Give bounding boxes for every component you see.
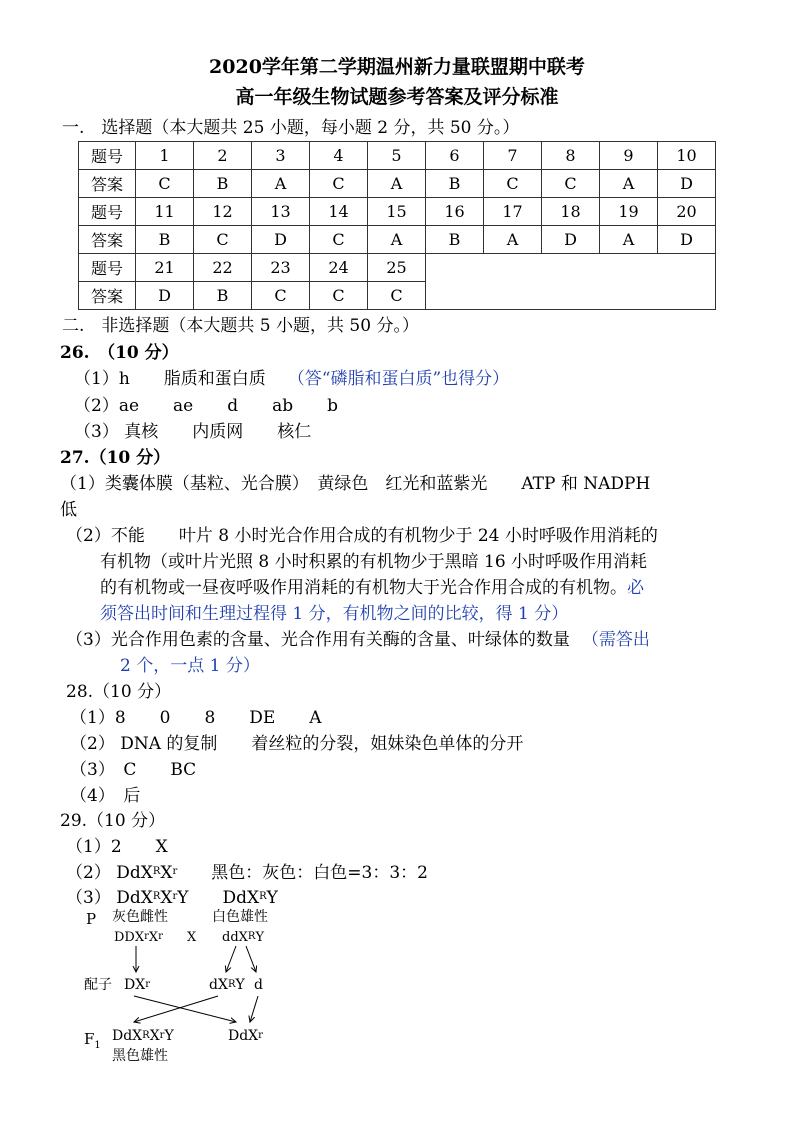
table-header-cell: 题号	[79, 142, 136, 170]
q26-line2: （2）ae ae d ab b	[74, 396, 338, 416]
cross-symbol: X	[187, 930, 197, 945]
table-cell: 15	[368, 198, 426, 226]
genotype-part: dX	[209, 977, 228, 993]
table-cell: C	[310, 226, 368, 254]
table-cell: 9	[600, 142, 658, 170]
table-cell: C	[542, 170, 600, 198]
q26-line1-text: （1）h 脂质和蛋白质	[74, 369, 266, 389]
table-cell: 7	[484, 142, 542, 170]
superscript: R	[152, 866, 161, 877]
table-cell: 19	[600, 198, 658, 226]
genotype-part: ddX	[222, 930, 248, 945]
table-cell: 1	[136, 142, 194, 170]
table-cell: 5	[368, 142, 426, 170]
superscript: R	[227, 979, 236, 990]
section2-heading: 二. 非选择题（本大题共 5 小题，共 50 分。）	[62, 316, 419, 336]
table-cell: A	[600, 170, 658, 198]
superscript: r	[158, 931, 163, 942]
q29-line3-part: （3） DdX	[66, 888, 153, 908]
superscript: r	[172, 866, 178, 877]
table-cell: 22	[194, 254, 252, 282]
table-cell: 20	[658, 198, 716, 226]
q26-line1-note: （答“磷脂和蛋白质”也得分）	[287, 369, 510, 389]
table-cell: 11	[136, 198, 194, 226]
table-cell: B	[194, 170, 252, 198]
superscript: r	[145, 979, 150, 990]
table-header-cell: 答案	[79, 226, 136, 254]
arrow-male-to-gamete2	[226, 946, 236, 972]
arrow-gamete1-to-f1b	[134, 996, 236, 1022]
q29-heading: 29.（10 分）	[60, 811, 166, 831]
genotype-part: Y	[255, 930, 265, 945]
q27-line2: （2）不能 叶片 8 小时光合作用合成的有机物少于 24 小时呼吸作用消耗的	[66, 526, 658, 546]
gamete-label: 配子	[84, 977, 112, 993]
f1-letter: F	[84, 1030, 95, 1048]
page-subtitle: 高一年级生物试题参考答案及评分标准	[235, 86, 559, 108]
table-cell: D	[542, 226, 600, 254]
table-cell: 23	[252, 254, 310, 282]
table-cell: 21	[136, 254, 194, 282]
table-cell: D	[658, 170, 716, 198]
q29-line3-part: Y	[266, 888, 278, 908]
table-cell: C	[310, 282, 368, 310]
table-cell: A	[484, 226, 542, 254]
genotype-part: Y	[235, 977, 245, 993]
table-cell: 2	[194, 142, 252, 170]
table-cell: A	[252, 170, 310, 198]
table-cell: C	[310, 170, 368, 198]
q27-heading: 27.（10 分）	[60, 448, 171, 468]
genotype-part: DdX	[112, 1028, 143, 1044]
table-cell: C	[252, 282, 310, 310]
table-cell: C	[136, 170, 194, 198]
table-cell: 24	[310, 254, 368, 282]
genotype-part: DDX	[114, 930, 145, 945]
table-cell: A	[600, 226, 658, 254]
table-cell: D	[658, 226, 716, 254]
section1-heading: 一. 选择题（本大题共 25 小题，每小题 2 分，共 50 分。）	[62, 118, 520, 138]
table-header-cell: 题号	[79, 254, 136, 282]
gamete-3: d	[254, 977, 263, 993]
genotype-part: DdX	[228, 1028, 259, 1044]
superscript: r	[159, 1030, 165, 1041]
parent-label: P	[86, 910, 97, 928]
q29-line3-part: Y DdX	[177, 888, 260, 908]
table-header-cell: 答案	[79, 170, 136, 198]
genotype-part: X	[149, 1028, 160, 1044]
table-cell: A	[368, 170, 426, 198]
table-cell: B	[426, 226, 484, 254]
table-cell: B	[426, 170, 484, 198]
table-cell: 16	[426, 198, 484, 226]
subscript: 1	[94, 1040, 101, 1051]
q27-line1b: 低	[60, 500, 77, 520]
genotype-part: DX	[124, 977, 146, 993]
q29-line2-part: X	[160, 863, 173, 883]
table-cell: 10	[658, 142, 716, 170]
q26-heading: 26. （10 分）	[60, 343, 179, 363]
q28-heading: 28.（10 分）	[66, 682, 172, 702]
superscript: r	[144, 931, 149, 942]
table-cell: B	[194, 282, 252, 310]
q27-line7-note: 2 个，一点 1 分）	[120, 656, 260, 676]
table-cell: D	[136, 282, 194, 310]
table-cell: 4	[310, 142, 368, 170]
table-cell: 25	[368, 254, 426, 282]
q28-line3: （3） C BC	[70, 760, 197, 780]
q28-line4: （4） 后	[70, 786, 141, 806]
q28-line1: （1）8 0 8 DE A	[70, 708, 322, 728]
q27-line4-text: 的有机物或一昼夜呼吸作用消耗的有机物大于光合作用合成的有机物。	[100, 578, 627, 598]
table-cell: 18	[542, 198, 600, 226]
arrow-gamete3-to-f1b	[250, 996, 258, 1022]
table-cell: A	[368, 226, 426, 254]
table-cell: 12	[194, 198, 252, 226]
table-cell: 3	[252, 142, 310, 170]
q27-line1: （1）类囊体膜（基粒、光合膜） 黄绿色 红光和蓝紫光 ATP 和 NADPH	[60, 474, 651, 494]
superscript: r	[172, 891, 178, 902]
table-cell: 17	[484, 198, 542, 226]
q29-line1: （1）2 X	[66, 837, 168, 857]
q26-line3: （3） 真核 内质网 核仁	[74, 422, 312, 442]
f1-offspring-1-phenotype: 黑色雄性	[112, 1048, 168, 1064]
table-cell: C	[368, 282, 426, 310]
genotype-part: X	[148, 930, 159, 945]
female-phenotype: 灰色雌性	[112, 909, 168, 925]
page-title: 2020学年第二学期温州新力量联盟期中联考	[209, 56, 585, 78]
table-cell: 6	[426, 142, 484, 170]
superscript: R	[142, 1030, 150, 1041]
superscript: R	[152, 891, 161, 902]
superscript: R	[259, 891, 267, 902]
q27-line5-note: 须答出时间和生理过程得 1 分，有机物之间的比较，得 1 分）	[100, 604, 569, 624]
superscript: R	[247, 931, 256, 942]
table-header-cell: 题号	[79, 198, 136, 226]
genotype-part: Y	[164, 1028, 174, 1044]
q29-line2-part: （2） DdX	[66, 863, 153, 883]
table-header-cell: 答案	[79, 282, 136, 310]
table-cell: 14	[310, 198, 368, 226]
table-cell: D	[252, 226, 310, 254]
q29-line3-part: X	[160, 888, 173, 908]
q29-line2-part: 黑色：灰色：白色=3：3：2	[177, 863, 428, 883]
arrow-male-to-gamete3	[246, 946, 256, 972]
table-cell: B	[136, 226, 194, 254]
table-cell: C	[484, 170, 542, 198]
table-cell: 8	[542, 142, 600, 170]
superscript: r	[258, 1030, 263, 1041]
q27-line3: 有机物（或叶片光照 8 小时积累的有机物少于黑暗 16 小时呼吸作用消耗	[100, 552, 648, 572]
q27-line6-note: （需答出	[581, 630, 650, 650]
q28-line2: （2） DNA 的复制 着丝粒的分裂，姐妹染色单体的分开	[70, 734, 524, 754]
arrow-gamete2-to-f1a	[134, 996, 218, 1022]
male-phenotype: 白色雄性	[212, 909, 268, 925]
table-cell: 13	[252, 198, 310, 226]
q27-line6-text: （3）光合作用色素的含量、光合作用有关酶的含量、叶绿体的数量	[66, 630, 570, 650]
table-cell: C	[194, 226, 252, 254]
q27-line4-note: 必	[627, 578, 644, 598]
